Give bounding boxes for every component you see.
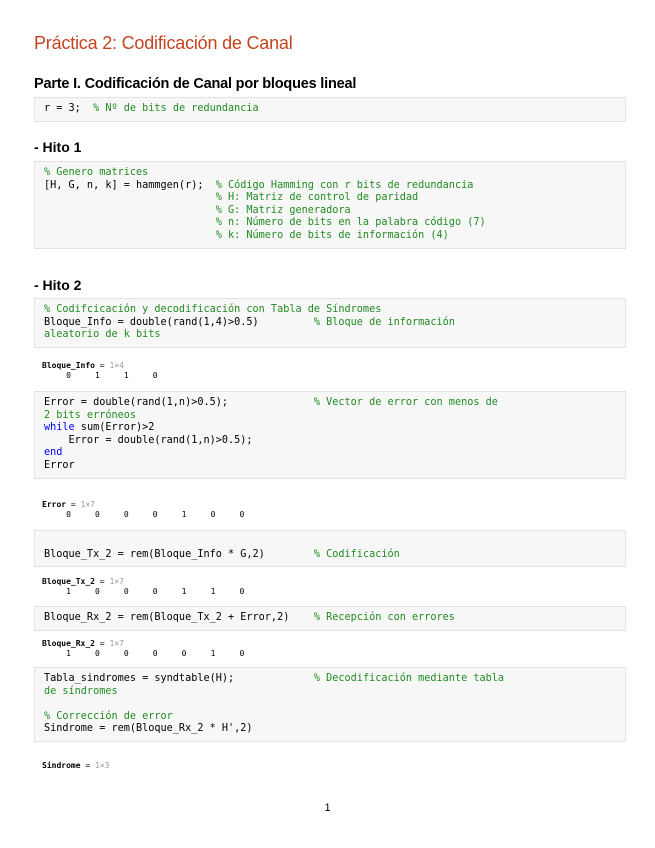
code-line [44, 435, 616, 448]
output-values: 1 0 0 0 1 1 0 [42, 587, 245, 596]
code-line [44, 549, 616, 562]
output-dims: 1×7 [109, 577, 124, 586]
code-text: r = 3; [44, 103, 81, 114]
code-block-r [34, 97, 626, 122]
code-text [44, 205, 203, 216]
code-text: [H, G, n, k] = hammgen(r); [44, 179, 204, 191]
code-text [44, 230, 203, 241]
output-bloque-rx: Bloque_Rx_2 = 1×7 1 0 0 0 0 1 0 [42, 639, 245, 658]
code-line [44, 698, 616, 711]
code-line [44, 536, 616, 549]
output-var-name: Bloque_Tx_2 [42, 577, 95, 586]
keyword: while [44, 422, 75, 434]
code-comment: aleatorio de k bits [44, 329, 161, 341]
code-line [44, 422, 616, 435]
code-line [44, 673, 616, 686]
output-dims: 1×7 [80, 500, 95, 509]
code-block-syndrome-intro [34, 298, 626, 348]
code-line [44, 217, 616, 230]
code-comment: % Recepción con errores [313, 612, 455, 623]
output-var-name: Bloque_Rx_2 [42, 639, 95, 648]
code-block-syndrome [34, 667, 626, 742]
output-values: 0 0 0 0 1 0 0 [42, 510, 245, 519]
code-line [44, 192, 616, 205]
code-text: Bloque_Info = double(rand(1,4)>0.5) [44, 316, 314, 328]
code-comment: % Bloque de información [313, 316, 455, 328]
code-comment: % n: Número de bits en la palabra código (7) [203, 217, 486, 229]
code-line [44, 180, 616, 193]
code-comment: % Genero matrices [44, 167, 149, 178]
code-text: Tabla_sindromes = syndtable(H); [44, 673, 314, 684]
code-line [44, 205, 616, 218]
output-dims: 1×4 [109, 361, 124, 370]
code-line [44, 711, 616, 724]
code-comment: % Código Hamming con r bits de redundancia [203, 179, 474, 191]
code-text: Bloque_Tx_2 = rem(Bloque_Info * G,2) [44, 548, 314, 560]
code-comment: % H: Matriz de control de paridad [203, 192, 419, 204]
code-comment: % Codificación [313, 548, 400, 560]
code-text: Bloque_Rx_2 = rem(Bloque_Tx_2 + Error,2) [44, 612, 314, 623]
code-comment: de síndromes [44, 685, 118, 697]
code-text [44, 192, 203, 203]
code-comment: % k: Número de bits de información (4) [203, 229, 449, 241]
output-dims: 1×7 [109, 639, 124, 648]
output-values: 0 1 1 0 [42, 371, 158, 380]
output-sindrome: Sindrome = 1×3 [42, 761, 110, 770]
code-line [44, 397, 616, 410]
code-block-error [34, 391, 626, 479]
code-text: sum(Error)>2 [74, 422, 155, 434]
part1-heading: Parte I. Codificación de Canal por bloques lineal [34, 76, 357, 92]
code-comment: % Codifcicación y decodificación con Tabla de Síndromes [44, 304, 382, 315]
output-bloque-tx: Bloque_Tx_2 = 1×7 1 0 0 0 1 1 0 [42, 577, 245, 596]
keyword: end [44, 447, 63, 459]
code-block-tx [34, 530, 626, 567]
code-line [44, 304, 616, 317]
code-line [44, 329, 616, 342]
code-text: Sindrome = rem(Bloque_Rx_2 * H',2) [44, 723, 253, 735]
output-error: Error = 1×7 0 0 0 0 1 0 0 [42, 500, 245, 519]
code-block-rx [34, 606, 626, 631]
code-text: Error = double(rand(1,n)>0.5); [44, 397, 314, 408]
code-line [44, 686, 616, 699]
hito1-heading: - Hito 1 [34, 139, 82, 155]
output-var-name: Sindrome [42, 761, 81, 770]
code-line [44, 410, 616, 423]
code-comment: % Decodificación mediante tabla [313, 673, 505, 684]
code-comment: % G: Matriz generadora [203, 204, 351, 216]
code-text [44, 217, 203, 228]
hito2-heading: - Hito 2 [34, 277, 82, 293]
code-line [44, 723, 616, 736]
code-comment: % Nº de bits de redundancia [80, 103, 259, 114]
code-block-hito1 [34, 161, 626, 249]
output-values: 1 0 0 0 0 1 0 [42, 649, 245, 658]
code-line [44, 612, 616, 625]
output-var-name: Bloque_Info [42, 361, 95, 370]
code-line [44, 167, 616, 180]
code-comment: % Corrección de error [44, 710, 173, 722]
code-line [44, 460, 616, 473]
output-dims: 1×3 [94, 761, 110, 770]
code-text: Error = double(rand(1,n)>0.5); [44, 434, 253, 446]
output-var-name: Error [42, 500, 67, 509]
page-number: 1 [324, 802, 331, 814]
code-line [44, 447, 616, 460]
code-line [44, 317, 616, 330]
code-comment: 2 bits erróneos [44, 409, 137, 421]
code-text: Error [44, 459, 75, 471]
code-comment: % Vector de error con menos de [313, 397, 498, 408]
page-title: Práctica 2: Codificación de Canal [34, 33, 293, 53]
code-line [44, 230, 616, 243]
output-bloque-info: Bloque_Info = 1×4 0 1 1 0 [42, 361, 158, 380]
